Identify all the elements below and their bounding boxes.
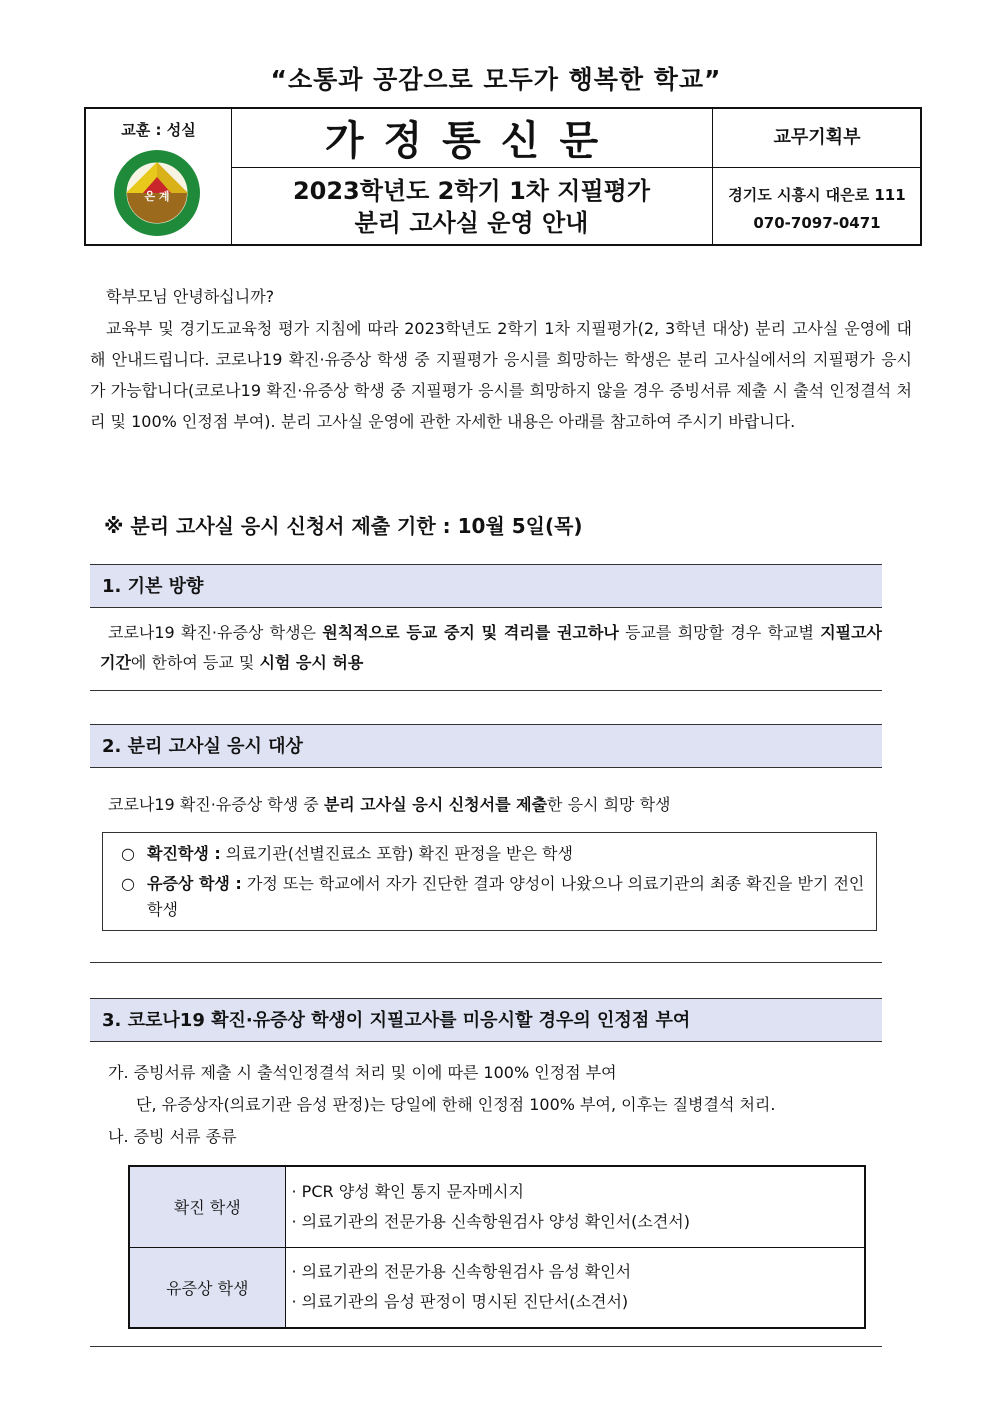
logo-center-text: 은 계 <box>144 190 170 203</box>
school-motto: 교훈 : 성실 <box>121 121 196 139</box>
bullet-icon: ○ <box>121 874 135 893</box>
school-contact <box>712 181 922 237</box>
section-heading: 2. 분리 고사실 응시 대상 <box>90 724 882 768</box>
school-phone: 070-7097-0471 <box>753 214 881 232</box>
department-name: 교무기획부 <box>773 127 861 148</box>
table-cell <box>285 1247 865 1328</box>
section3-item-na: 나. 증빙 서류 종류 <box>108 1127 237 1146</box>
greeting: 학부모님 안녕하십니까? <box>106 287 275 306</box>
section3-item-ga: 가. 증빙서류 제출 시 출석인정결석 처리 및 이에 따른 100% 인정점 부여 <box>108 1063 617 1082</box>
section-divider <box>90 962 882 963</box>
list-item: ○ 확진학생 : 의료기관(선별진료소 포함) 확진 판정을 받은 학생 <box>113 841 866 867</box>
subtitle-line: 분리 고사실 운영 안내 <box>354 209 589 237</box>
school-address: 경기도 시흥시 대은로 111 <box>728 186 906 204</box>
newsletter-header <box>84 107 922 246</box>
table-cell <box>285 1166 865 1247</box>
document-subtitle <box>231 175 712 239</box>
page-title: 가정통신문 <box>324 118 619 164</box>
intro-paragraph: 교육부 및 경기도교육청 평가 지침에 따라 2023학년도 2학기 1차 지필평가(2, 3학년 대상) 분리 고사실 운영에 대해 안내드립니다. 코로나19 확진·유증상 학생 중 지필평가 응시를 희망하는 학생은 분리 고사실에서의 지필평가 응시가 가능합니다(코로나19 확진·유증상 학생 중 지필평가 응시를 희망하지 않을 경우 증빙서류 제출 시 출석 인정결석 처리 및 100% 인정점 부여). 분리 고사실 운영에 관한 자세한 내용은 아래를 참고하여 주시기 바랍니다. <box>90 319 912 431</box>
list-item: ○ 유증상 학생 : 가정 또는 학교에서 자가 진단한 결과 양성이 나왔으나 의료기관의 최종 확진을 받기 전인 학생 <box>113 871 866 923</box>
subtitle-line: 2023학년도 2학기 1차 지필평가 <box>292 177 651 205</box>
section-heading: 3. 코로나19 확진·유증상 학생이 지필고사를 미응시할 경우의 인정점 부여 <box>90 998 882 1042</box>
school-slogan: “소통과 공감으로 모두가 행복한 학교” <box>270 65 722 94</box>
bullet-icon: ○ <box>121 844 135 863</box>
table-row-label: 확진 학생 <box>129 1166 285 1247</box>
section3-note: 단, 유증상자(의료기관 음성 판정)는 당일에 한해 인정점 100% 부여, 이후는 질병결석 처리. <box>136 1095 776 1114</box>
evidence-documents-table <box>128 1165 866 1329</box>
section2-text: 코로나19 확진·유증상 학생 중 분리 고사실 응시 신청서를 제출한 응시 희망 학생 <box>108 795 671 814</box>
list-item: · 의료기관의 음성 판정이 명시된 진단서(소견서) <box>291 1292 629 1312</box>
school-emblem-logo <box>113 149 201 237</box>
target-definitions-box <box>102 832 877 931</box>
deadline-notice: ※ 분리 고사실 응시 신청서 제출 기한 : 10월 5일(목) <box>104 514 583 538</box>
section1-text: 코로나19 확진·유증상 학생은 원칙적으로 등교 중지 및 격리를 권고하나 등교를 희망할 경우 학교별 지필고사 기간에 한하여 등교 및 시험 응시 허용 <box>100 623 883 672</box>
list-item: · 의료기관의 전문가용 신속항원검사 음성 확인서 <box>291 1262 632 1282</box>
section-divider <box>90 1346 882 1347</box>
list-item: · PCR 양성 확인 통지 문자메시지 <box>291 1181 524 1201</box>
table-row <box>129 1166 865 1247</box>
list-item: · 의료기관의 전문가용 신속항원검사 양성 확인서(소견서) <box>291 1211 690 1231</box>
table-row-label: 유증상 학생 <box>129 1247 285 1328</box>
table-row <box>129 1247 865 1328</box>
section-divider <box>90 690 882 691</box>
header-divider <box>231 167 922 168</box>
section-heading: 1. 기본 방향 <box>90 564 882 608</box>
